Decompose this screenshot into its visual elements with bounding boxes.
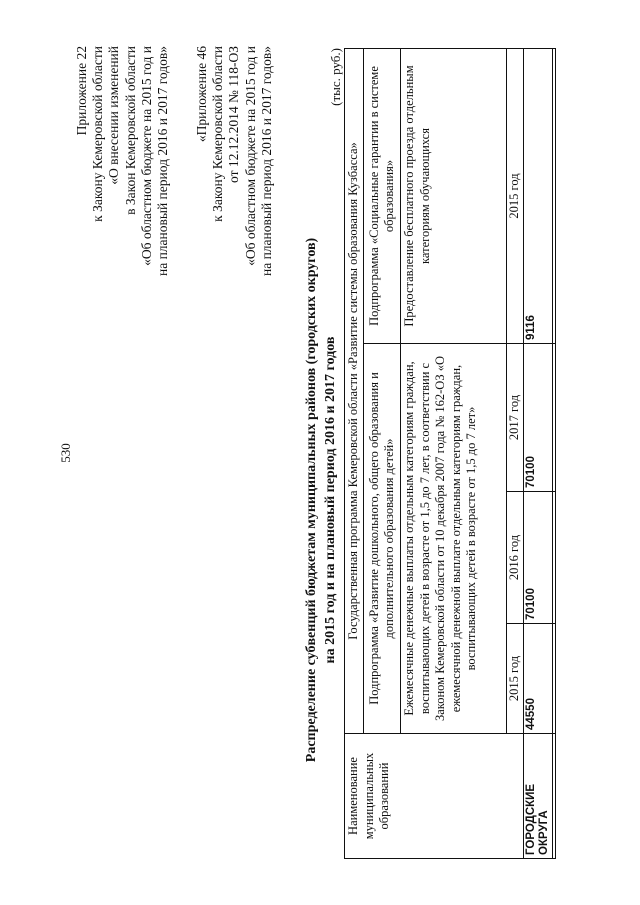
title-line-1: Распределение субвенций бюджетам муниципальных районов (городских округов) [304,237,319,763]
year-2015b-header: 2015 год [507,49,524,344]
appendix-46-line: «Об областном бюджете на 2015 год и [242,46,258,266]
title-line-2: на 2015 год и на плановый период 2016 и 2017 годов [323,336,338,664]
appendix-46-header [194,46,275,276]
year-2016-header: 2016 год [507,492,524,624]
total-label-cell: ГОРОДСКИЕ ОКРУГА [524,734,553,859]
unit-label: (тыс. руб.) [328,48,343,106]
empty-cell [553,492,556,624]
appendix-22-line: Приложение 22 [74,46,89,136]
appendix-22-line: «О внесении изменений [106,46,122,185]
document-title [302,140,340,860]
total-2015b-cell: 9116 [524,49,553,344]
subprogram-1-cell: Подпрограмма «Развитие дошкольного, общего образования и дополнительного образования детей» [364,344,401,734]
total-2016-cell: 70100 [524,492,553,624]
description-1-cell: Ежемесячные денежные выплаты отдельным категориям граждан, воспитывающих детей в возрасте от 1,5 до 7 лет, в соответствии с Законом Кемеровской области от 10 декабря 2007 года № 162-ОЗ «О ежемесячной денежной выплате отдельным категориям граждан, воспитывающих детей в возрасте от 1,5 до 7 лет» [401,344,507,734]
appendix-22-header [74,46,171,276]
appendix-22-line: на плановый период 2016 и 2017 годов» [155,46,171,277]
appendix-46-line: «Приложение 46 [194,46,209,143]
table-row-empty [553,49,556,859]
year-2015-header: 2015 год [507,624,524,734]
total-2015-cell: 44550 [524,624,553,734]
empty-cell [553,624,556,734]
program-header-cell: Государственная программа Кемеровской области «Развитие системы образования Кузбасса» [345,49,364,734]
appendix-22-line: в Закон Кемеровской области [122,46,138,215]
subventions-table [344,48,556,859]
year-2017-header: 2017 год [507,344,524,492]
empty-cell [553,734,556,859]
appendix-46-line: к Закону Кемеровской области [210,46,226,222]
appendix-22-line: «Об областном бюджете на 2015 год и [138,46,154,266]
empty-cell [553,344,556,492]
page-number: 530 [58,443,73,463]
appendix-46-line: на плановый период 2016 и 2017 годов» [258,46,274,277]
table-row-total [524,49,553,859]
appendix-46-line: от 12.12.2014 № 118-ОЗ [226,46,242,183]
empty-cell [553,49,556,344]
table-row [345,49,364,859]
total-2017-cell: 70100 [524,344,553,492]
appendix-22-line: к Закону Кемеровской области [90,46,106,222]
name-header-cell: Наименование муниципальных образований [345,734,524,859]
description-2-cell: Предоставление бесплатного проезда отдельным категориям обучающихся [401,49,507,344]
subprogram-2-cell: Подпрограмма «Социальные гарантии в системе образования» [364,49,401,344]
